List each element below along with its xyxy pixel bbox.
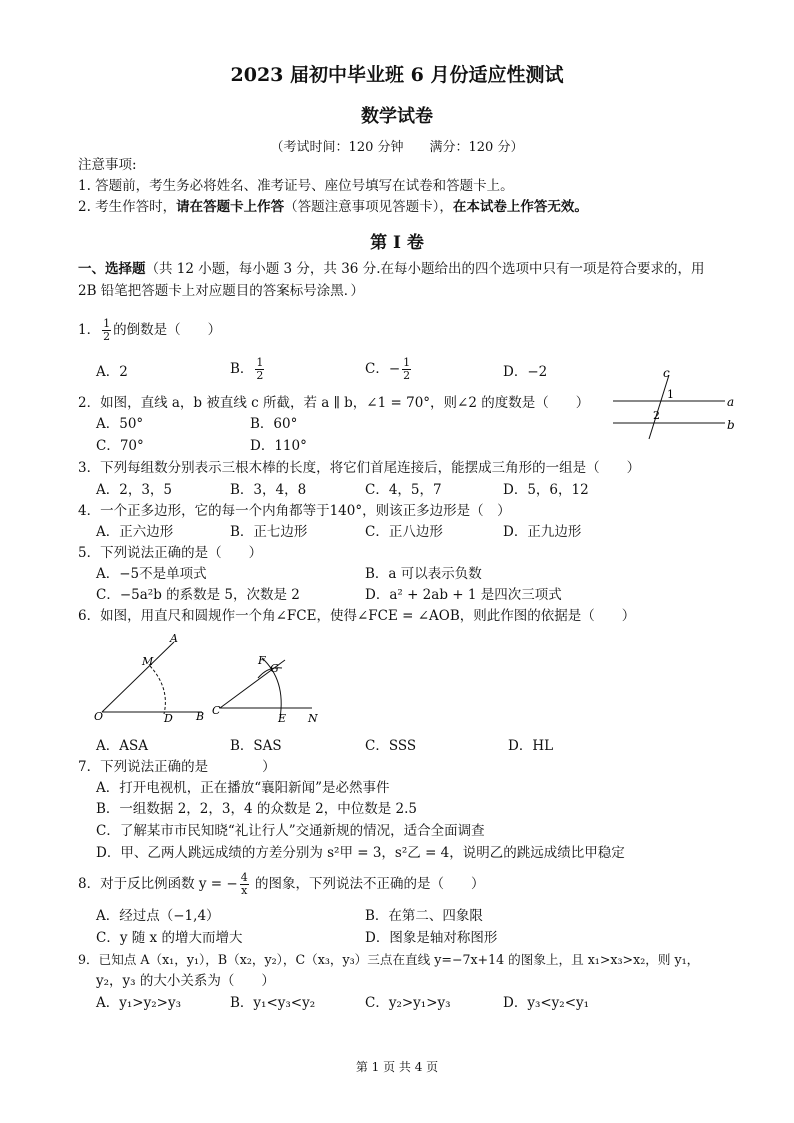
q1-fraction [102, 318, 111, 343]
notes-item-1: 1. 答题前，考生务必将姓名、准考证号、座位号填写在试卷和答题卡上。 [78, 178, 514, 194]
q8-option-a: A．经过点（−1,4） [96, 908, 220, 924]
label-G: G [270, 662, 279, 675]
q9-stem-line1: 9．已知点 A（x₁，y₁），B（x₂，y₂），C（x₃，y₃）三点在直线 y=−7x+14 的图象上，且 x₁>x₃>x₂，则 y₁， [78, 952, 700, 967]
notes-item-2 [78, 198, 588, 216]
q2-stem: 2．如图，直线 a，b 被直线 c 所截，若 a ∥ b，∠1 = 70°，则∠2 的度数是（ ） [78, 395, 590, 411]
label-b: b [727, 418, 735, 432]
ray-oa [102, 642, 174, 712]
q9-option-d: D．y₃<y₂<y₁ [503, 995, 590, 1011]
angle-1-label: 1 [667, 388, 674, 401]
q2-option-d: D．110° [250, 438, 307, 454]
label-M: M [142, 655, 154, 668]
label-B: B [196, 710, 205, 723]
arc-md [150, 666, 165, 714]
q6-option-c: C．SSS [365, 738, 417, 754]
label-a: a [727, 395, 735, 409]
notes-item-2-d: 在本试卷上作答无效。 [452, 199, 588, 215]
q8-stem [78, 872, 485, 897]
q5-option-b: B．a 可以表示负数 [365, 566, 482, 582]
q1-stem-text: 的倒数是（ ） [113, 322, 222, 338]
q8-numerator: 4 [240, 871, 248, 884]
notes-item-2-b: 请在答题卡上作答 [176, 199, 285, 215]
q9-option-b: B．y₁<y₃<y₂ [230, 995, 316, 1011]
angle-2-label: 2 [653, 409, 660, 422]
q9-stem-line2: y₂，y₃ 的大小关系为（ ） [96, 973, 275, 989]
exam-info: （考试时间：120 分钟 满分：120 分） [270, 140, 524, 155]
q8-option-c: C．y 随 x 的增大而增大 [96, 930, 243, 946]
q1-option-c-num: 1 [403, 356, 411, 369]
label-N: N [308, 712, 318, 725]
q1-option-b [230, 357, 266, 382]
q2-option-b: B．60° [250, 416, 298, 432]
q4-option-c: C．正八边形 [365, 524, 443, 540]
q1-option-c-den: 2 [403, 369, 411, 382]
q4-option-b: B．正七边形 [230, 524, 308, 540]
q1-option-d: D．−2 [503, 364, 548, 380]
q3-stem: 3．下列每组数分别表示三根木棒的长度，将它们首尾连接后，能摆成三角形的一组是（ ） [78, 460, 641, 476]
q7-option-a: A．打开电视机，正在播放“襄阳新闻”是必然事件 [96, 780, 390, 796]
q1-option-b-num: 1 [256, 356, 264, 369]
q2-figure [605, 365, 745, 440]
q8-option-b: B．在第二、四象限 [365, 908, 483, 924]
q6-stem: 6．如图，用直尺和圆规作一个角∠FCE，使得∠FCE = ∠AOB，则此作图的依据是（ ） [78, 608, 636, 624]
q8-stem-pre: 8．对于反比例函数 y = − [78, 876, 238, 892]
section1-line2: 2B 铅笔把答题卡上对应题目的答案标号涂黑．） [78, 283, 365, 299]
q7-option-d: D．甲、乙两人跳远成绩的方差分别为 s²甲 = 3，s²乙 = 4，说明乙的跳远成绩比甲稳定 [96, 845, 625, 861]
line-c [649, 375, 669, 439]
label-c: c [663, 366, 670, 380]
q6-option-a: A．ASA [96, 738, 148, 754]
q1-option-c-fraction [402, 357, 411, 382]
q8-fraction [240, 872, 249, 897]
q7-stem: 7．下列说法正确的是 ） [78, 759, 276, 775]
page-footer: 第 1 页 共 4 页 [355, 1060, 439, 1074]
q3-option-a: A．2，3，5 [96, 482, 173, 498]
notes-item-2-c: （答题注意事项见答题卡）， [284, 199, 453, 215]
q6-figure [90, 630, 330, 725]
q3-option-c: C．4，5，7 [365, 482, 442, 498]
q1-option-c-label: C．− [365, 361, 401, 377]
q2-option-a: A．50° [96, 416, 144, 432]
q4-stem: 4．一个正多边形，它的每一个内角都等于140°，则该正多边形是（ ） [78, 503, 511, 519]
q6-option-b: B．SAS [230, 738, 282, 754]
q9-option-a: A．y₁>y₂>y₃ [96, 995, 181, 1011]
q8-option-d: D．图象是轴对称图形 [365, 930, 498, 946]
label-O: O [94, 710, 104, 723]
q1-option-c [365, 357, 413, 382]
q7-option-c: C．了解某市市民知晓“礼让行人”交通新规的情况，适合全面调查 [96, 823, 485, 839]
subject-title: 数学试卷 [361, 106, 433, 127]
q1-number: 1． [78, 322, 101, 338]
volume-heading: 第 I 卷 [370, 233, 424, 253]
label-E: E [278, 712, 287, 725]
q1-option-b-fraction [255, 357, 264, 382]
q8-denominator: x [241, 884, 248, 897]
q1-option-b-label: B． [230, 361, 254, 377]
q1-numerator: 1 [103, 317, 111, 330]
q4-option-a: A．正六边形 [96, 524, 174, 540]
q5-stem: 5．下列说法正确的是（ ） [78, 545, 263, 561]
q1-option-a: A．2 [96, 364, 128, 380]
q5-option-d: D．a² + 2ab + 1 是四次三项式 [365, 587, 562, 603]
section1-text: （共 12 小题，每小题 3 分，共 36 分.在每小题给出的四个选项中只有一项是符合要求的，用 [145, 261, 705, 277]
label-F: F [258, 654, 266, 667]
q1-stem [78, 318, 221, 343]
notes-heading: 注意事项: [78, 157, 137, 173]
q8-stem-post: 的图象，下列说法不正确的是（ ） [250, 876, 485, 892]
q9-option-c: C．y₂>y₁>y₃ [365, 995, 451, 1011]
q5-option-c: C．−5a²b 的系数是 5，次数是 2 [96, 587, 300, 603]
notes-item-2-a: 2. 考生作答时， [78, 199, 177, 215]
label-C: C [212, 704, 221, 717]
q3-option-d: D．5，6，12 [503, 482, 589, 498]
q4-option-d: D．正九边形 [503, 524, 582, 540]
q6-option-d: D．HL [508, 738, 554, 754]
q1-option-b-den: 2 [256, 369, 264, 382]
exam-title: 2023 届初中毕业班 6 月份适应性测试 [230, 64, 564, 86]
q3-option-b: B．3，4，8 [230, 482, 307, 498]
q2-option-c: C．70° [96, 438, 144, 454]
q7-option-b: B．一组数据 2，2，3，4 的众数是 2，中位数是 2.5 [96, 801, 418, 817]
q1-denominator: 2 [103, 330, 111, 343]
section1-line1 [78, 260, 704, 278]
label-D: D [164, 712, 173, 725]
label-A: A [170, 632, 178, 645]
section1-label: 一、选择题 [78, 261, 146, 277]
q5-option-a: A．−5不是单项式 [96, 566, 207, 582]
